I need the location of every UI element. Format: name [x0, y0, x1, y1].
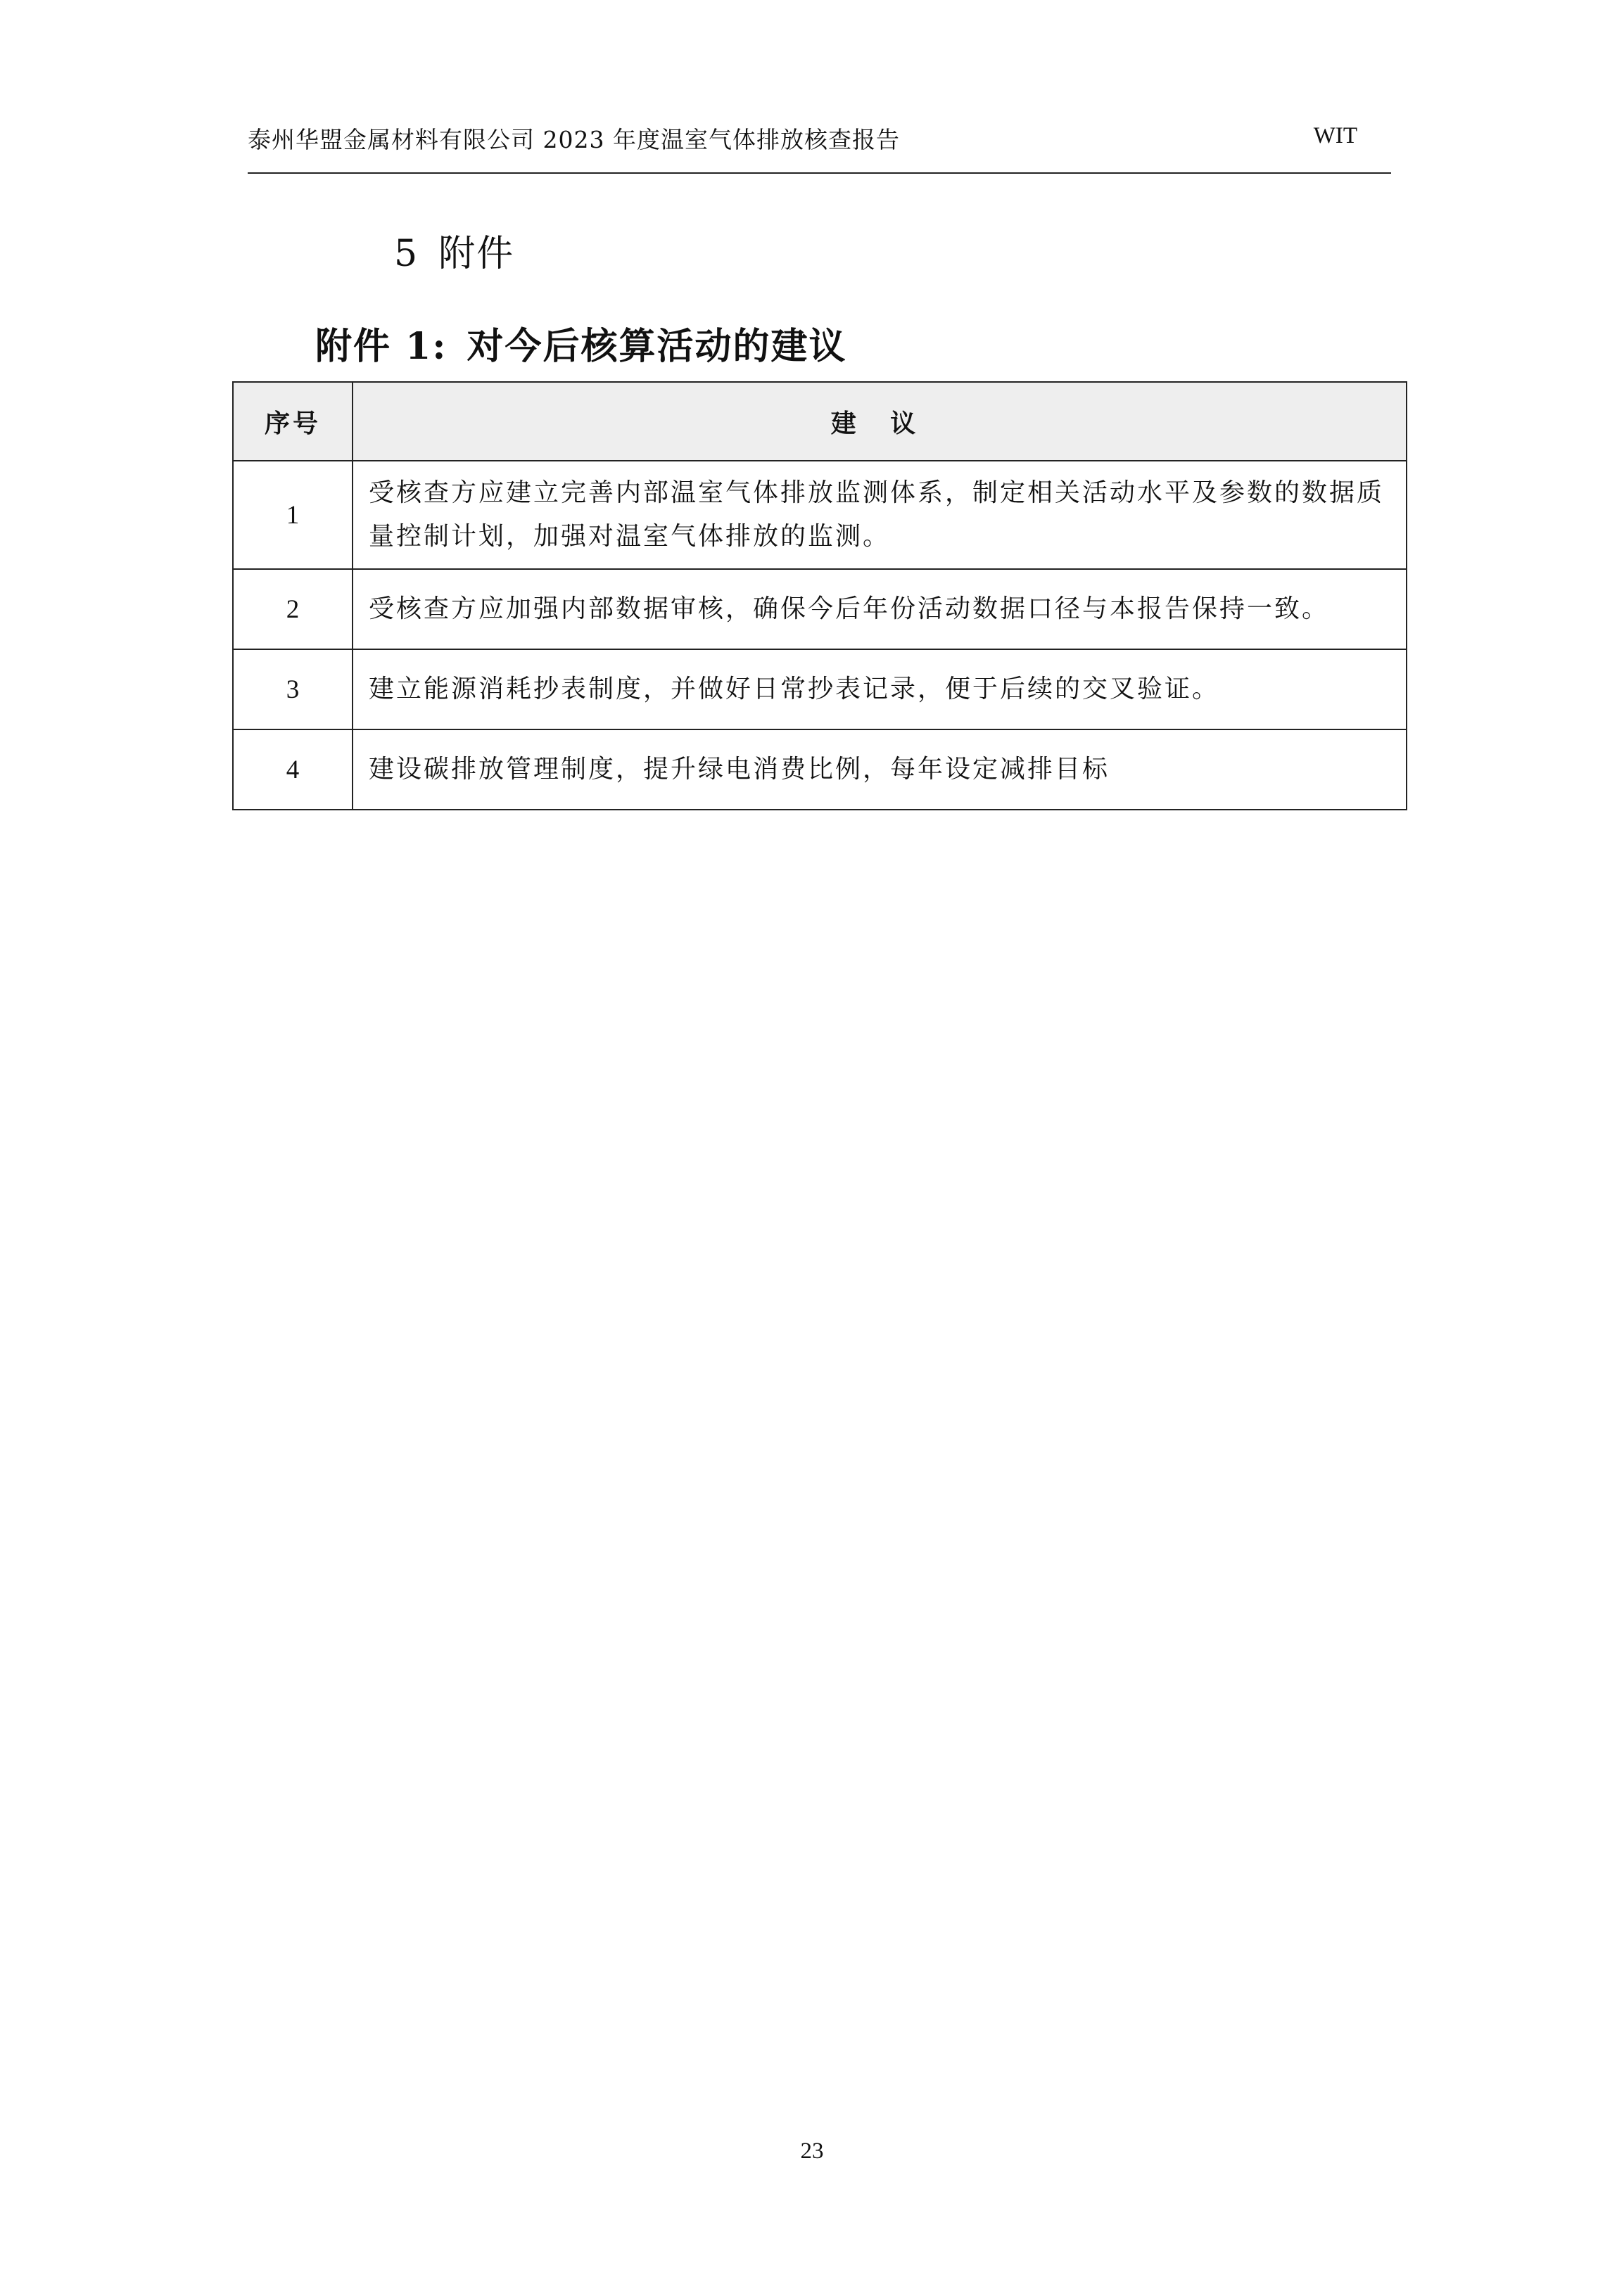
table-row [233, 461, 1407, 569]
row-suggestion: 建设碳排放管理制度，提升绿电消费比例，每年设定减排目标 [353, 729, 1407, 810]
annex-title [315, 317, 847, 369]
row-number: 1 [233, 461, 353, 569]
section-heading [394, 224, 514, 276]
suggestions-table [232, 381, 1407, 810]
table-header-row [233, 382, 1407, 461]
column-header-number: 序号 [233, 382, 353, 461]
row-suggestion: 受核查方应建立完善内部温室气体排放监测体系，制定相关活动水平及参数的数据质量控制计划，加强对温室气体排放的监测。 [353, 461, 1407, 569]
row-suggestion: 建立能源消耗抄表制度，并做好日常抄表记录，便于后续的交叉验证。 [353, 649, 1407, 729]
row-suggestion: 受核查方应加强内部数据审核，确保今后年份活动数据口径与本报告保持一致。 [353, 569, 1407, 649]
page-header [248, 116, 1391, 174]
page-number: 23 [800, 2138, 824, 2164]
row-number: 4 [233, 729, 353, 810]
section-title: 附件 [438, 233, 515, 275]
column-header-suggestion: 建 议 [353, 382, 1407, 461]
report-title: 泰州华盟金属材料有限公司 2023 年度温室气体排放核查报告 [248, 126, 900, 153]
table-row [233, 649, 1407, 729]
organization-mark: WIT [1313, 123, 1357, 148]
table-row [233, 729, 1407, 810]
section-number: 5 [394, 233, 419, 275]
annex-title-text: 对今后核算活动的建议 [467, 325, 847, 368]
row-number: 2 [233, 569, 353, 649]
row-number: 3 [233, 649, 353, 729]
table-row [233, 569, 1407, 649]
annex-label: 附件 1: [315, 325, 448, 368]
